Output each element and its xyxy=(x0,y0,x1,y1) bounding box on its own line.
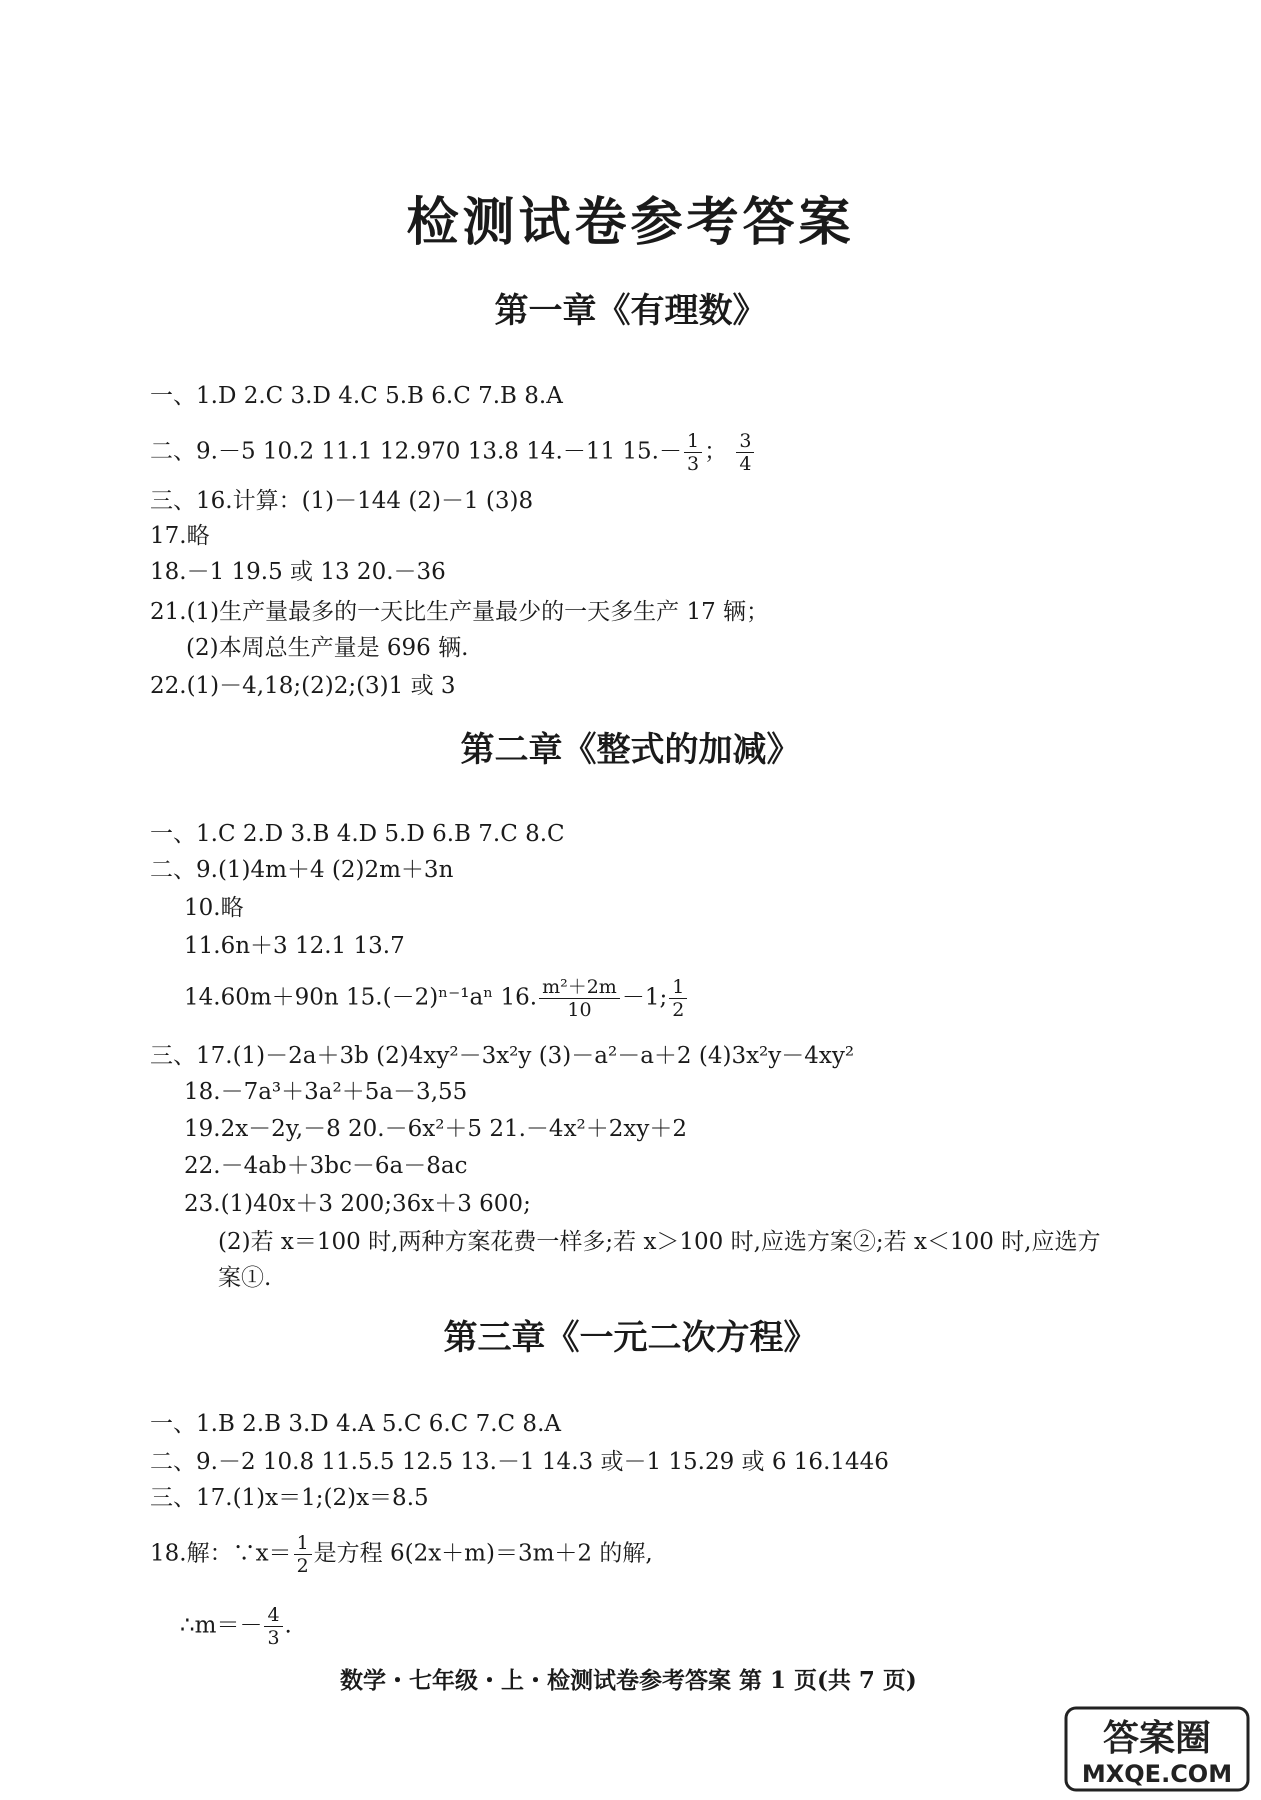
ch1-line-3: 三、16.计算：(1)－144 (2)－1 (3)8 xyxy=(150,488,534,514)
ch3-frac-18a: $\frac{1}{2}$ xyxy=(294,1532,312,1577)
ch3-line-3: 三、17.(1)x＝1;(2)x＝8.5 xyxy=(150,1485,429,1511)
ch3-line-5-end: . xyxy=(284,1612,292,1639)
ch2-frac-16b: $\frac{1}{2}$ xyxy=(669,976,687,1021)
ch2-line-4: 11.6n＋3 12.1 13.7 xyxy=(184,933,405,959)
watermark-bottom: MXQE.COM xyxy=(1081,1760,1233,1788)
ch1-line-4: 17.略 xyxy=(150,523,210,549)
ch1-frac-15a: $\frac{1}{3}$ xyxy=(684,430,702,475)
chapter-2-heading: 第二章《整式的加减》 xyxy=(460,730,801,770)
ch2-line-2: 二、9.(1)4m＋4 (2)2m＋3n xyxy=(150,857,454,883)
ch3-line-4 xyxy=(150,1532,653,1577)
ch3-line-5 xyxy=(180,1604,292,1649)
ch2-line-7: 18.－7a³＋3a²＋5a－3,55 xyxy=(184,1079,468,1105)
ch3-line-2: 二、9.－2 10.8 11.5.5 12.5 13.－1 14.3 或－1 15.29 或 6 16.1446 xyxy=(150,1449,889,1475)
chapter-3-heading: 第三章《一元二次方程》 xyxy=(443,1318,818,1358)
ch1-frac-15b: $\frac{3}{4}$ xyxy=(736,430,754,475)
ch3-line-5-text: ∴m＝－ xyxy=(180,1612,263,1639)
ch3-line-4-text: 18.解：∵x＝ xyxy=(150,1540,292,1567)
ch2-line-3: 10.略 xyxy=(184,895,244,921)
ch1-line-1: 一、1.D 2.C 3.D 4.C 5.B 6.C 7.B 8.A xyxy=(150,383,563,409)
ch3-line-4-rest: 是方程 6(2x＋m)＝3m＋2 的解, xyxy=(313,1540,653,1567)
chapter-1-heading: 第一章《有理数》 xyxy=(494,291,767,331)
ch1-line-8: 22.(1)－4,18;(2)2;(3)1 或 3 xyxy=(150,673,456,699)
ch2-line-11: (2)若 x＝100 时,两种方案花费一样多;若 x＞100 时,应选方案②;若 x＜100 时,应选方 xyxy=(218,1229,1101,1255)
ch2-line-8: 19.2x－2y,－8 20.－6x²＋5 21.－4x²＋2xy＋2 xyxy=(184,1116,687,1142)
ch1-line-7: (2)本周总生产量是 696 辆. xyxy=(186,635,469,661)
ch3-frac-18b: $\frac{4}{3}$ xyxy=(264,1604,282,1649)
ch2-line-6: 三、17.(1)－2a＋3b (2)4xy²－3x²y (3)－a²－a＋2 (4)3x²y－4xy² xyxy=(150,1043,855,1069)
watermark-top: 答案圈 xyxy=(1102,1718,1212,1759)
ch1-line-2-text: 二、9.－5 10.2 11.1 12.970 13.8 14.－11 15.－ xyxy=(150,438,682,465)
ch2-line-9: 22.－4ab＋3bc－6a－8ac xyxy=(184,1153,468,1179)
ch1-line-5: 18.－1 19.5 或 13 20.－36 xyxy=(150,559,446,585)
ch2-mid-16: －1; xyxy=(621,984,668,1011)
ch2-line-5 xyxy=(184,976,689,1021)
ch2-line-12: 案①. xyxy=(218,1265,272,1291)
ch1-line-6: 21.(1)生产量最多的一天比生产量最少的一天多生产 17 辆； xyxy=(150,599,770,625)
watermark-logo xyxy=(1064,1706,1250,1792)
ch1-line-2 xyxy=(150,430,756,475)
ch2-line-5-text: 14.60m＋90n 15.(－2)ⁿ⁻¹aⁿ 16. xyxy=(184,984,538,1011)
ch3-line-1: 一、1.B 2.B 3.D 4.A 5.C 6.C 7.C 8.A xyxy=(150,1411,561,1437)
ch2-line-10: 23.(1)40x＋3 200;36x＋3 600; xyxy=(184,1191,531,1217)
ch1-sep: ； xyxy=(704,438,728,465)
page-footer: 数学・七年级・上・检测试卷参考答案 第 1 页(共 7 页) xyxy=(340,1667,917,1694)
ch2-frac-16a: $\frac{\text{m²＋2m}}{10}$ xyxy=(539,976,620,1021)
page-title: 检测试卷参考答案 xyxy=(406,192,855,253)
ch2-line-1: 一、1.C 2.D 3.B 4.D 5.D 6.B 7.C 8.C xyxy=(150,821,565,847)
